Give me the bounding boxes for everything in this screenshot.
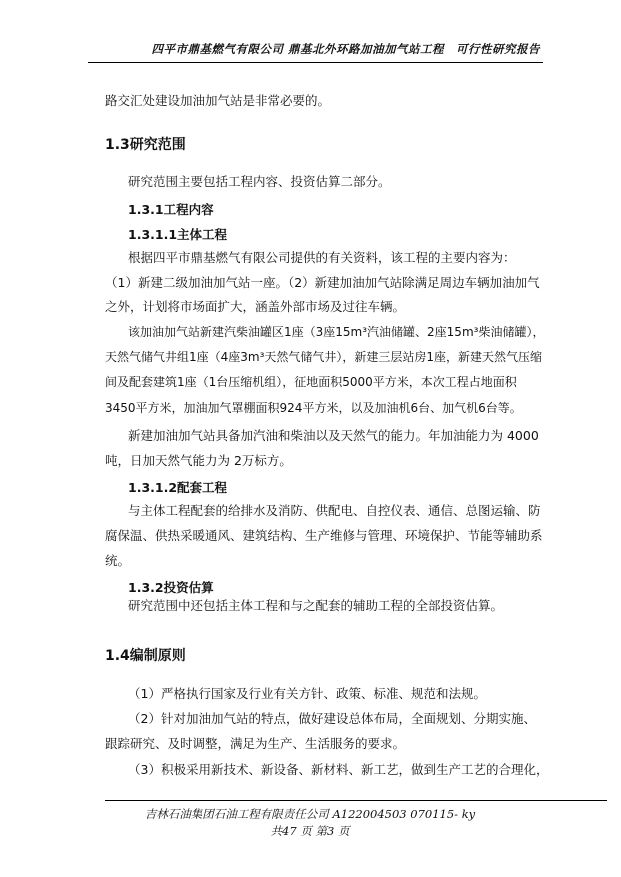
paragraph-line: 之外，计划将市场面扩大，涵盖外部市场及过往车辆。: [105, 299, 406, 314]
page-header: 四平市鼎基燃气有限公司 鼎基北外环路加油加气站工程 可行性研究报告: [151, 42, 540, 56]
paragraph-line: 该加油加气站新建汽柴油罐区1座（3座15m³汽油储罐、2座15m³柴油储罐），: [128, 325, 545, 339]
paragraph-line: （1）新建二级加油加气站一座。（2）新建加油加气站除满足周边车辆加油加气: [105, 275, 540, 290]
paragraph-line: 天然气储气井组1座（4座3m³天然气储气井），新建三层站房1座，新建天然气压缩: [105, 350, 543, 364]
footer-rule: [105, 800, 607, 801]
paragraph-line: 跟踪研究、及时调整，满足为生产、生活服务的要求。: [105, 736, 406, 751]
paragraph-line: 统。: [105, 553, 131, 568]
footer-page-number: 共47 页 第3 页: [270, 824, 350, 838]
paragraph-line: 路交汇处建设加油加气站是非常必要的。: [105, 93, 331, 108]
paragraph-line: 研究范围中还包括主体工程和与之配套的辅助工程的全部投资估算。: [128, 598, 504, 613]
footer-company: 吉林石油集团石油工程有限责任公司 A122004503 070115- ky: [144, 807, 476, 821]
paragraph-line: 腐保温、供热采暖通风、建筑结构、生产维修与管理、环境保护、节能等辅助系: [105, 528, 543, 543]
paragraph-line: 间及配套建筑1座（1台压缩机组），征地面积5000平方米，本次工程占地面积: [105, 375, 517, 389]
paragraph-line: 3450平方米，加油加气罩棚面积924平方米，以及加油机6台、加气机6台等。: [105, 401, 522, 415]
paragraph-line: （3）积极采用新技术、新设备、新材料、新工艺，做到生产工艺的合理化，: [128, 762, 549, 777]
subsection-heading-1-3-2: 1.3.2投资估算: [128, 580, 214, 595]
paragraph-line: 吨，日加天然气能力为 2万标方。: [105, 453, 292, 468]
subsection-heading-1-3-1-2: 1.3.1.2配套工程: [128, 480, 228, 495]
section-heading-1-4: 1.4编制原则: [105, 648, 186, 664]
paragraph-line: 与主体工程配套的给排水及消防、供配电、自控仪表、通信、总图运输、防: [128, 503, 541, 518]
paragraph-line: 根据四平市鼎基燃气有限公司提供的有关资料，该工程的主要内容为：: [128, 250, 516, 265]
header-rule: [88, 62, 543, 63]
paragraph-line: 新建加油加气站具备加汽油和柴油以及天然气的能力。年加油能力为 4000: [128, 428, 539, 443]
paragraph-line: （1）严格执行国家及行业有关方针、政策、标准、规范和法规。: [128, 686, 486, 701]
paragraph-line: 研究范围主要包括工程内容、投资估算二部分。: [128, 174, 391, 189]
section-heading-1-3: 1.3研究范围: [105, 137, 186, 153]
subsection-heading-1-3-1: 1.3.1工程内容: [128, 202, 214, 217]
subsection-heading-1-3-1-1: 1.3.1.1主体工程: [128, 227, 228, 242]
paragraph-line: （2）针对加油加气站的特点，做好建设总体布局，全面规划、分期实施、: [128, 711, 536, 726]
